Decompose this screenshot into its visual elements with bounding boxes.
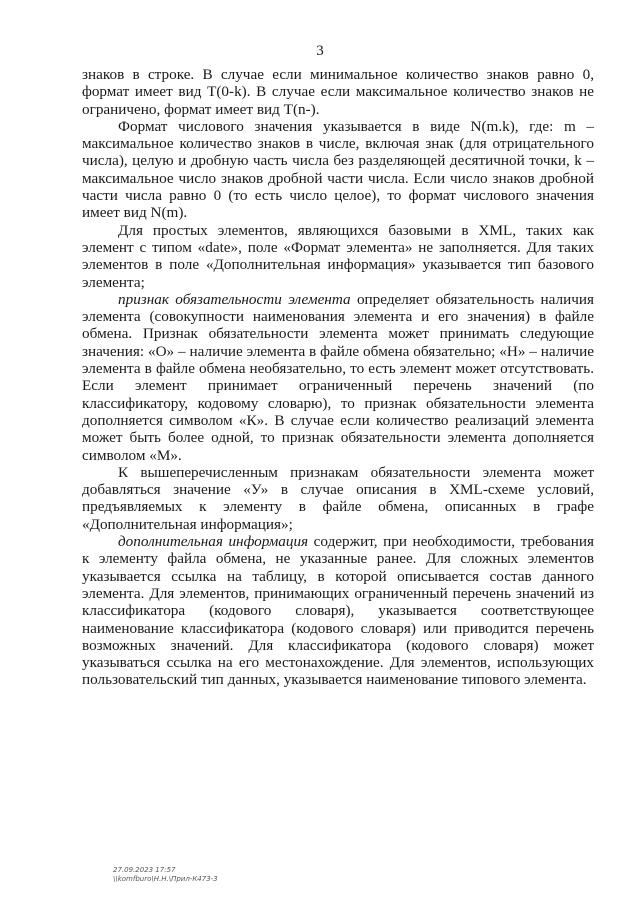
page-number: 3 — [316, 43, 324, 59]
paragraph-numeric-format — [82, 118, 594, 222]
paragraph-text: Для простых элементов, являющихся базовыми в XML, таких как элемент с типом «date», поле «Формат элемента» не заполняется. Для таких элементов в поле «Дополнительная информация» указывается тип базового элемента; — [82, 221, 594, 291]
paragraph-text: К вышеперечисленным признакам обязательности элемента может добавляться значение «У» в случае описания в XML-схеме условий, предъявляемых к элементу в файле обмена, описанных в графе «Дополнительная информация»; — [82, 463, 594, 533]
document-footer — [113, 866, 218, 884]
paragraph-text: знаков в строке. В случае если минимальное количество знаков равно 0, формат имеет вид Т(0-k). В случае если максимальное количество знаков не ограничено, формат имеет вид Т(n-). — [82, 66, 594, 118]
paragraph-condition-value — [82, 464, 594, 533]
footer-timestamp: 27.09.2023 17:57 — [113, 866, 176, 874]
paragraph-additional-info — [82, 533, 594, 689]
paragraph-text-format — [82, 66, 594, 118]
paragraph-text: содержит, при необходимости, требования к элементу файла обмена, не указанные ранее. Для сложных элементов указывается ссылка на таблицу, в которой описывается состав данного элемента. Для элементов, принимающих ограниченный перечень значений из классификатора (кодового словаря), указывается соответствующее наименование классификатора (кодового словаря) или приводится перечень возможных значений. Для классификатора (кодового словаря) может указываться ссылка на его местонахождение. Для элементов, использующих пользовательский тип данных, указывается наименование типового элемента. — [82, 533, 594, 689]
footer-file-path: \\komfburo\Н.Н.\Прил-К473-3 — [113, 875, 218, 883]
paragraph-text: определяет обязательность наличия элемента (совокупности наименования элемента и его значения) в файле обмена. Признак обязательности элемента может принимать следующие значения: «О» – наличие элемента в файле обмена обязательно; «Н» – наличие элемента в файле обмена необязательно, то есть элемент может отсутствовать. Если элемент принимает ограниченный перечень значений (по классификатору, кодовому словарю), то признак обязательности элемента дополняется символом «К». В случае если количество реализаций элемента может быть более одной, то признак обязательности элемента дополняется символом «М». — [82, 290, 594, 464]
paragraph-text: Формат числового значения указывается в виде N(m.k), где: m – максимальное количество знаков в числе, включая знак (для отрицательного числа), целую и дробную часть числа без разделяющей десятичной точки, k – максимальное число знаков дробной части числа. Если число знаков дробной части числа равно 0 (то есть число целое), то формат числового значения имеет вид N(m). — [82, 117, 594, 222]
term-italic: дополнительная информация — [118, 533, 309, 551]
document-body — [82, 66, 594, 689]
paragraph-mandatory-attribute — [82, 291, 594, 464]
term-italic: признак обязательности элемента — [118, 290, 351, 308]
paragraph-simple-elements — [82, 222, 594, 291]
